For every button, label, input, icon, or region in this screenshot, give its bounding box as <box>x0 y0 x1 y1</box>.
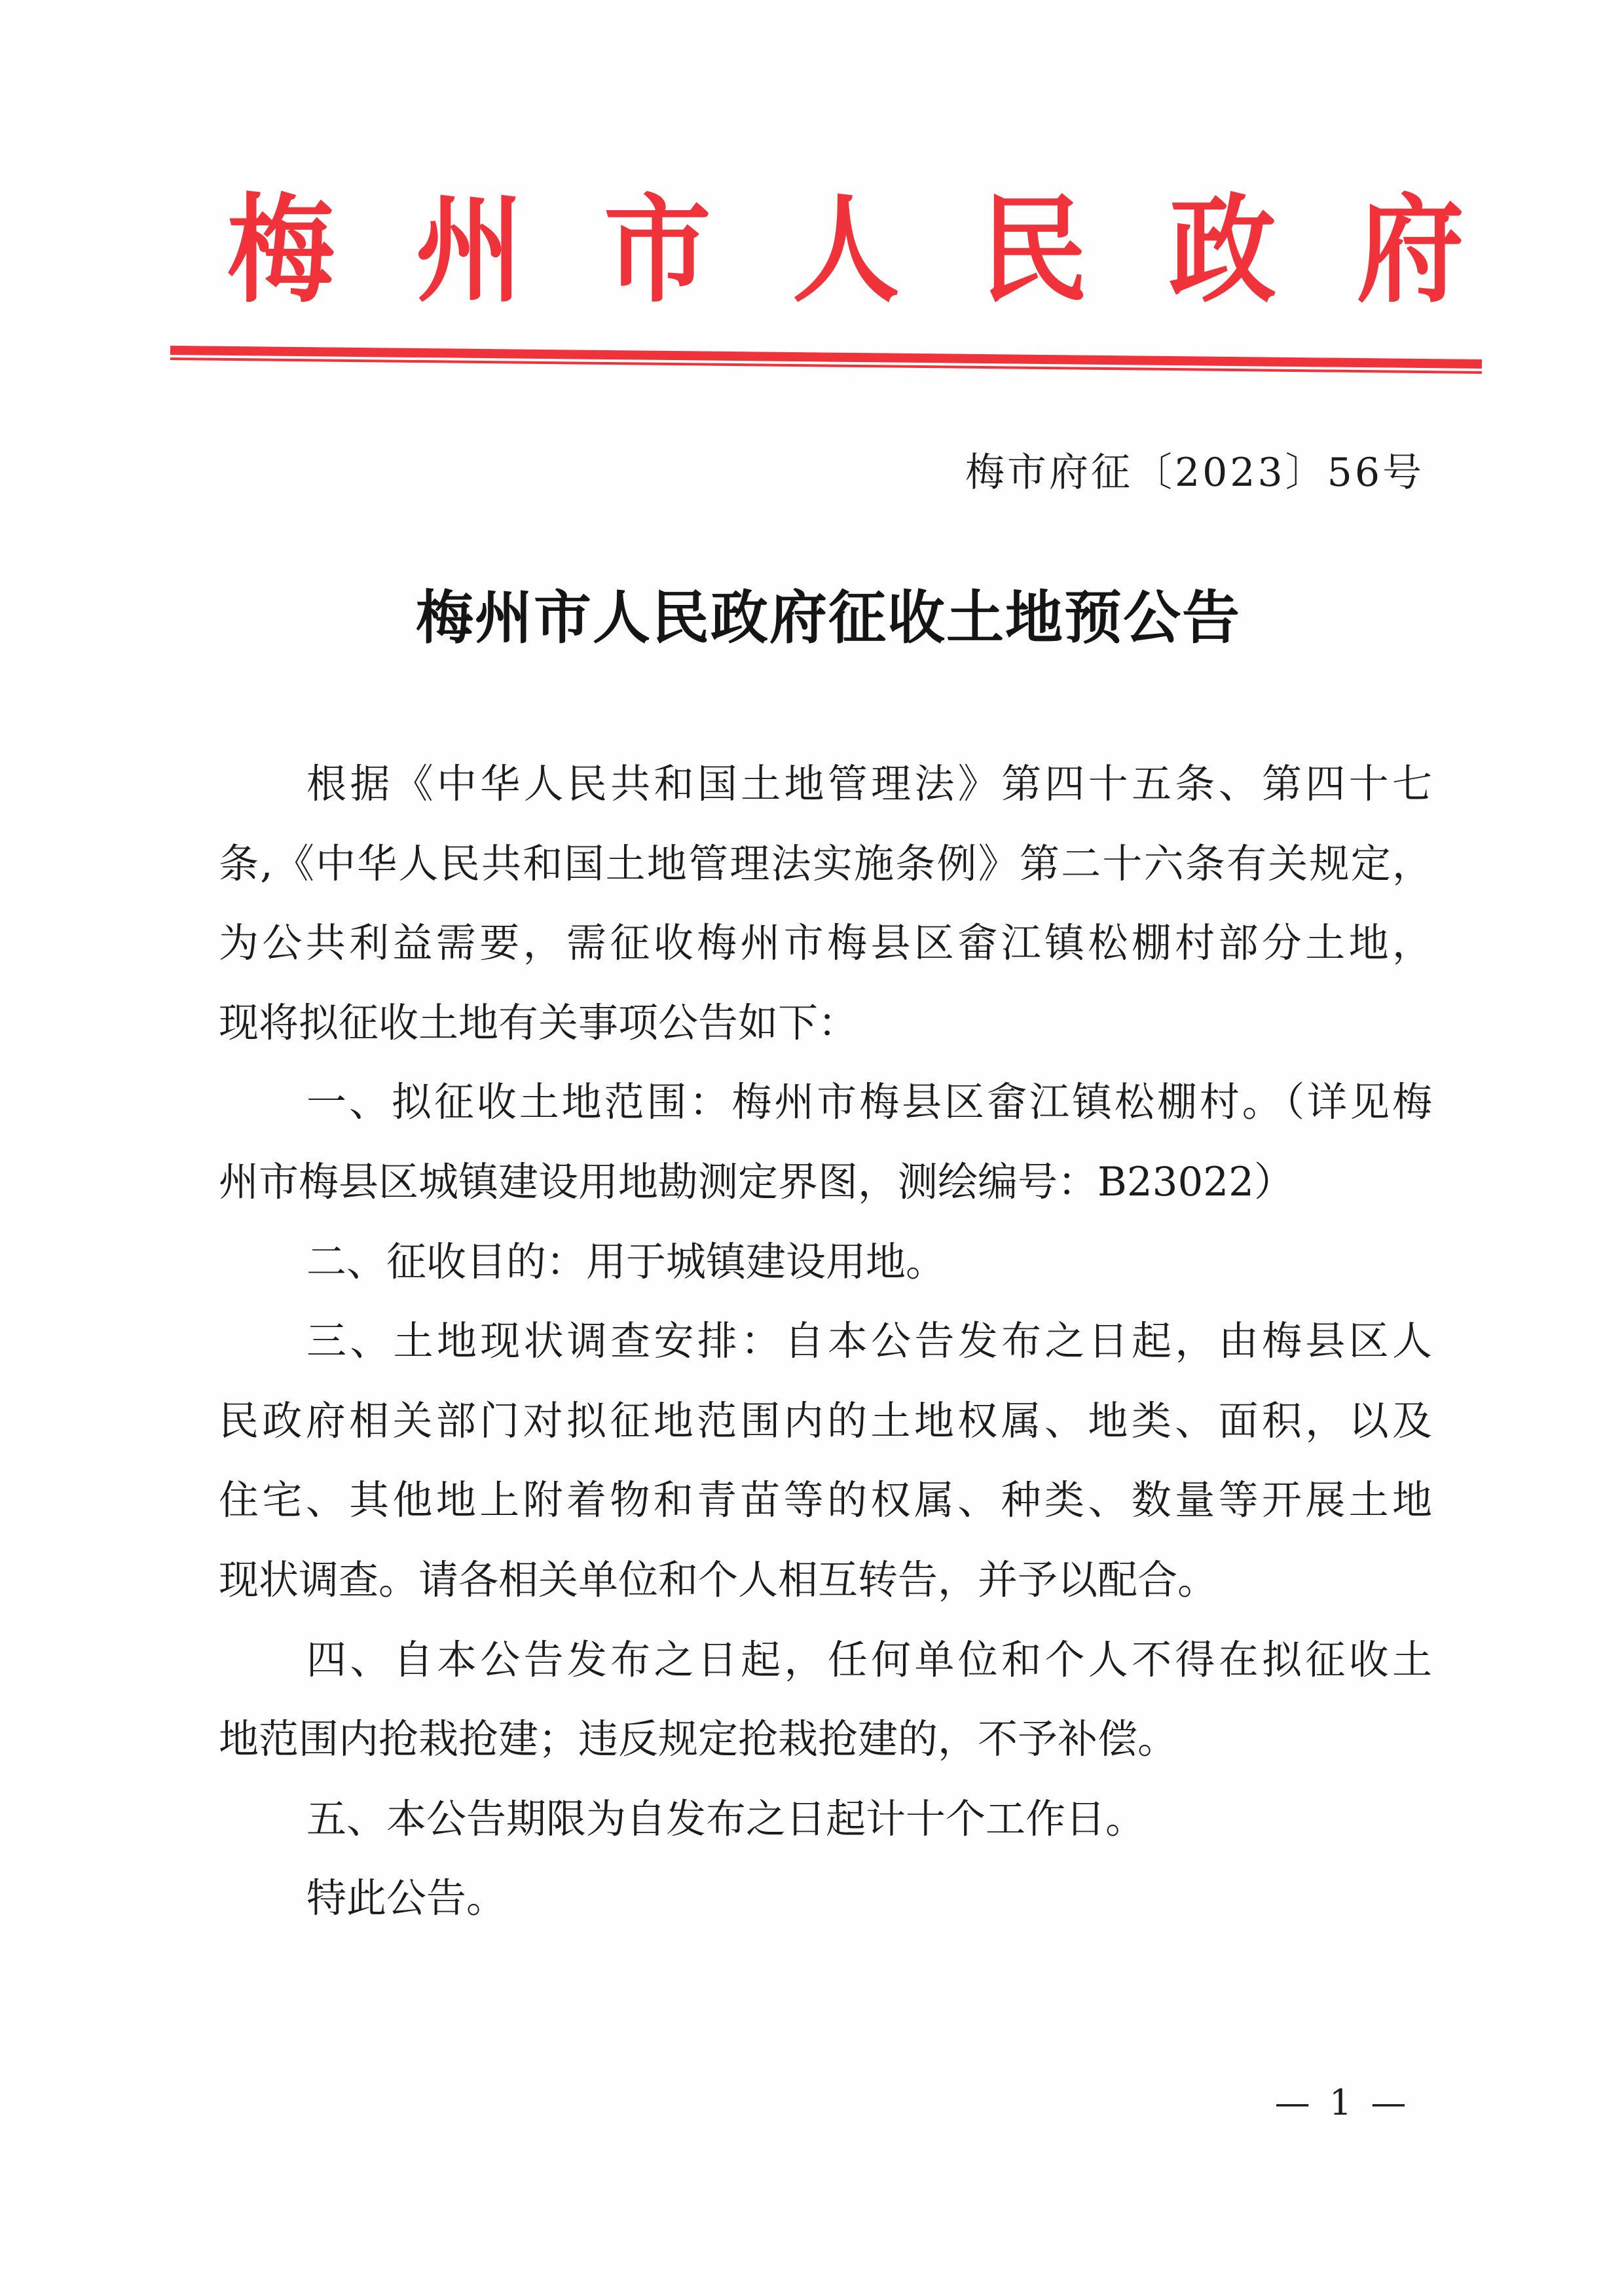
letterhead-char: 市 <box>604 181 711 318</box>
issuer-letterhead <box>223 172 1467 329</box>
letterhead-char: 人 <box>792 181 900 318</box>
body-line: 州市梅县区城镇建设用地勘测定界图，测绘编号：B23022） <box>219 1158 1294 1205</box>
body-line: 条,《中华人民共和国土地管理法实施条例》第二十六条有关规定， <box>219 840 1432 887</box>
letterhead-char: 民 <box>980 181 1088 318</box>
body-line: 根据《中华人民共和国土地管理法》第四十五条、第四十七 <box>306 761 1432 807</box>
letterhead-char: 政 <box>1168 181 1276 318</box>
body-line: 四、自本公告发布之日起，任何单位和个人不得在拟征收土 <box>306 1636 1432 1683</box>
body-line: 住宅、其他地上附着物和青苗等的权属、种类、数量等开展土地 <box>219 1477 1432 1524</box>
body-line: 三、土地现状调查安排：自本公告发布之日起，由梅县区人 <box>306 1318 1432 1365</box>
document-number: 梅市府征〔2023〕56号 <box>965 450 1424 496</box>
body-line: 五、本公告期限为自发布之日起计十个工作日。 <box>306 1795 1146 1842</box>
body-line: 现状调查。请各相关单位和个人相互转告，并予以配合。 <box>219 1556 1218 1603</box>
letterhead-char: 州 <box>415 181 523 318</box>
body-line: 二、征收目的：用于城镇建设用地。 <box>306 1238 946 1285</box>
letterhead-char: 府 <box>1357 181 1464 318</box>
document-title: 梅州市人民政府征收土地预公告 <box>415 583 1241 651</box>
document-body <box>219 744 1432 1939</box>
page-number: — 1 — <box>1274 2082 1411 2123</box>
body-line: 特此公告。 <box>306 1875 507 1922</box>
letterhead-char: 梅 <box>227 181 335 318</box>
body-line: 一、拟征收土地范围：梅州市梅县区畲江镇松棚村。（详见梅 <box>306 1079 1432 1126</box>
body-line: 现将拟征收土地有关事项公告如下： <box>219 999 858 1046</box>
body-line: 民政府相关部门对拟征地范围内的土地权属、地类、面积，以及 <box>219 1397 1432 1444</box>
body-line: 地范围内抢栽抢建；违反规定抢栽抢建的，不予补偿。 <box>219 1716 1178 1763</box>
body-line: 为公共利益需要，需征收梅州市梅县区畲江镇松棚村部分土地， <box>219 920 1432 967</box>
